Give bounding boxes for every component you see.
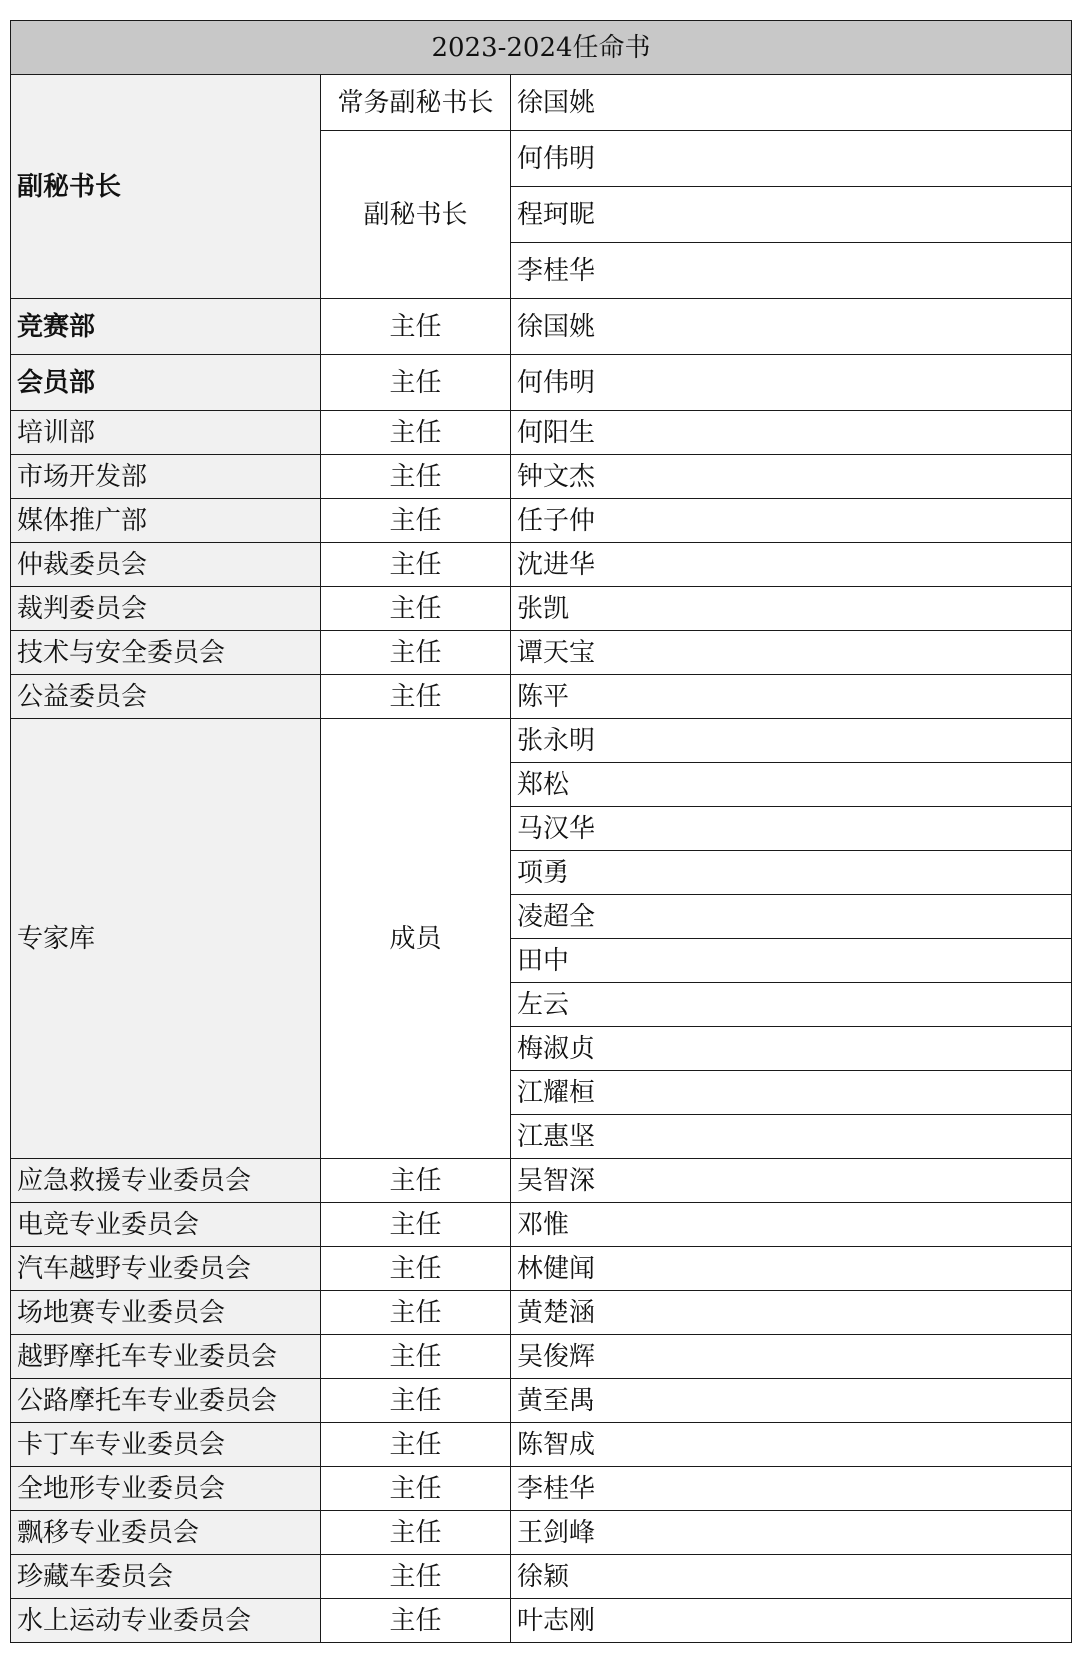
dept-cell: 裁判委员会 xyxy=(11,587,321,631)
table-row xyxy=(11,1555,1072,1599)
appointment-table xyxy=(10,20,1072,1643)
role-cell: 主任 xyxy=(321,675,511,719)
dept-cell: 仲裁委员会 xyxy=(11,543,321,587)
table-row xyxy=(11,1203,1072,1247)
role-cell: 主任 xyxy=(321,1555,511,1599)
name-cell: 张永明 xyxy=(511,719,1072,763)
name-cell: 徐颖 xyxy=(511,1555,1072,1599)
table-row xyxy=(11,355,1072,411)
name-cell: 黄楚涵 xyxy=(511,1291,1072,1335)
role-cell: 主任 xyxy=(321,1467,511,1511)
table-row xyxy=(11,543,1072,587)
role-cell: 主任 xyxy=(321,543,511,587)
dept-cell: 飘移专业委员会 xyxy=(11,1511,321,1555)
dept-cell: 珍藏车委员会 xyxy=(11,1555,321,1599)
name-cell: 马汉华 xyxy=(511,807,1072,851)
role-cell: 主任 xyxy=(321,1159,511,1203)
name-cell: 郑松 xyxy=(511,763,1072,807)
name-cell: 钟文杰 xyxy=(511,455,1072,499)
name-cell: 邓惟 xyxy=(511,1203,1072,1247)
name-cell: 左云 xyxy=(511,983,1072,1027)
name-cell: 任子仲 xyxy=(511,499,1072,543)
dept-cell: 媒体推广部 xyxy=(11,499,321,543)
dept-cell: 场地赛专业委员会 xyxy=(11,1291,321,1335)
role-cell: 主任 xyxy=(321,411,511,455)
dept-cell: 应急救援专业委员会 xyxy=(11,1159,321,1203)
name-cell: 谭天宝 xyxy=(511,631,1072,675)
name-cell: 沈进华 xyxy=(511,543,1072,587)
role-cell: 主任 xyxy=(321,1599,511,1643)
role-cell: 主任 xyxy=(321,587,511,631)
table-title: 2023-2024任命书 xyxy=(11,21,1072,75)
name-cell: 梅淑贞 xyxy=(511,1027,1072,1071)
table-row xyxy=(11,1335,1072,1379)
role-cell: 主任 xyxy=(321,1291,511,1335)
table-row xyxy=(11,1379,1072,1423)
dept-cell: 副秘书长 xyxy=(11,75,321,299)
name-cell: 徐国姚 xyxy=(511,75,1072,131)
table-row xyxy=(11,631,1072,675)
table-row xyxy=(11,499,1072,543)
name-cell: 何伟明 xyxy=(511,131,1072,187)
table-row xyxy=(11,675,1072,719)
role-cell: 主任 xyxy=(321,1379,511,1423)
role-cell: 主任 xyxy=(321,499,511,543)
role-cell: 成员 xyxy=(321,719,511,1159)
table-row xyxy=(11,1423,1072,1467)
role-cell: 主任 xyxy=(321,1423,511,1467)
role-cell: 主任 xyxy=(321,1203,511,1247)
table-row xyxy=(11,1511,1072,1555)
role-cell: 主任 xyxy=(321,355,511,411)
table-row xyxy=(11,1467,1072,1511)
table-row xyxy=(11,1159,1072,1203)
role-cell: 主任 xyxy=(321,299,511,355)
dept-cell: 会员部 xyxy=(11,355,321,411)
table-row xyxy=(11,411,1072,455)
name-cell: 项勇 xyxy=(511,851,1072,895)
name-cell: 田中 xyxy=(511,939,1072,983)
role-cell: 副秘书长 xyxy=(321,131,511,299)
table-row xyxy=(11,587,1072,631)
name-cell: 王剑峰 xyxy=(511,1511,1072,1555)
dept-cell: 公益委员会 xyxy=(11,675,321,719)
name-cell: 陈智成 xyxy=(511,1423,1072,1467)
name-cell: 何阳生 xyxy=(511,411,1072,455)
role-cell: 主任 xyxy=(321,1335,511,1379)
dept-cell: 公路摩托车专业委员会 xyxy=(11,1379,321,1423)
dept-cell: 电竞专业委员会 xyxy=(11,1203,321,1247)
role-cell: 主任 xyxy=(321,1511,511,1555)
name-cell: 程珂昵 xyxy=(511,187,1072,243)
name-cell: 凌超全 xyxy=(511,895,1072,939)
name-cell: 徐国姚 xyxy=(511,299,1072,355)
name-cell: 李桂华 xyxy=(511,243,1072,299)
dept-cell: 汽车越野专业委员会 xyxy=(11,1247,321,1291)
dept-cell: 竞赛部 xyxy=(11,299,321,355)
name-cell: 黄至禺 xyxy=(511,1379,1072,1423)
role-cell: 主任 xyxy=(321,455,511,499)
dept-cell: 卡丁车专业委员会 xyxy=(11,1423,321,1467)
dept-cell: 市场开发部 xyxy=(11,455,321,499)
table-row xyxy=(11,1247,1072,1291)
role-cell: 常务副秘书长 xyxy=(321,75,511,131)
name-cell: 吴智深 xyxy=(511,1159,1072,1203)
name-cell: 吴俊辉 xyxy=(511,1335,1072,1379)
table-row xyxy=(11,719,1072,763)
table-row xyxy=(11,1291,1072,1335)
dept-cell: 越野摩托车专业委员会 xyxy=(11,1335,321,1379)
dept-cell: 专家库 xyxy=(11,719,321,1159)
table-row xyxy=(11,1599,1072,1643)
name-cell: 张凯 xyxy=(511,587,1072,631)
name-cell: 何伟明 xyxy=(511,355,1072,411)
role-cell: 主任 xyxy=(321,1247,511,1291)
dept-cell: 全地形专业委员会 xyxy=(11,1467,321,1511)
dept-cell: 技术与安全委员会 xyxy=(11,631,321,675)
name-cell: 林健闻 xyxy=(511,1247,1072,1291)
table-row xyxy=(11,299,1072,355)
table-row xyxy=(11,455,1072,499)
name-cell: 江惠坚 xyxy=(511,1115,1072,1159)
role-cell: 主任 xyxy=(321,631,511,675)
name-cell: 叶志刚 xyxy=(511,1599,1072,1643)
name-cell: 李桂华 xyxy=(511,1467,1072,1511)
dept-cell: 培训部 xyxy=(11,411,321,455)
name-cell: 江耀桓 xyxy=(511,1071,1072,1115)
dept-cell: 水上运动专业委员会 xyxy=(11,1599,321,1643)
name-cell: 陈平 xyxy=(511,675,1072,719)
